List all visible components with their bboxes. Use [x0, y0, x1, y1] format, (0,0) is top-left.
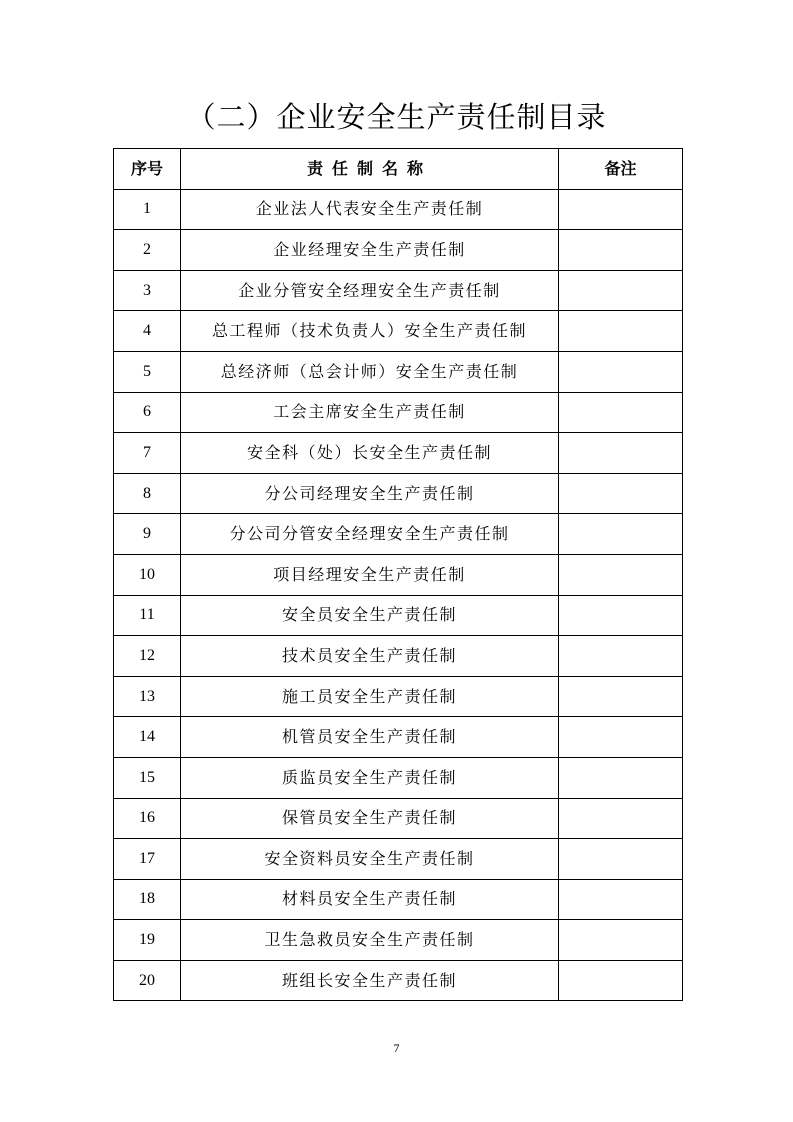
row-number: 11	[114, 595, 181, 636]
responsibility-name: 项目经理安全生产责任制	[181, 554, 559, 595]
page-number: 7	[393, 1041, 400, 1055]
table-row	[114, 554, 683, 595]
header-name: 责任制名称	[181, 149, 559, 190]
row-number: 2	[114, 230, 181, 271]
remark-cell	[559, 717, 683, 758]
responsibility-name: 班组长安全生产责任制	[181, 960, 559, 1001]
remark-cell	[559, 189, 683, 230]
page-title: （二）企业安全生产责任制目录	[186, 100, 607, 134]
row-number: 9	[114, 514, 181, 555]
responsibility-name: 总经济师（总会计师）安全生产责任制	[181, 351, 559, 392]
table-row	[114, 433, 683, 474]
remark-cell	[559, 554, 683, 595]
table-row	[114, 839, 683, 880]
row-number: 16	[114, 798, 181, 839]
remark-cell	[559, 879, 683, 920]
responsibility-name: 安全资料员安全生产责任制	[181, 839, 559, 880]
responsibility-name: 保管员安全生产责任制	[181, 798, 559, 839]
remark-cell	[559, 798, 683, 839]
remark-cell	[559, 270, 683, 311]
table-row	[114, 757, 683, 798]
responsibility-name: 安全员安全生产责任制	[181, 595, 559, 636]
responsibility-name: 企业经理安全生产责任制	[181, 230, 559, 271]
row-number: 5	[114, 351, 181, 392]
responsibility-name: 卫生急救员安全生产责任制	[181, 920, 559, 961]
table-row	[114, 473, 683, 514]
remark-cell	[559, 595, 683, 636]
row-number: 12	[114, 636, 181, 677]
remark-cell	[559, 514, 683, 555]
row-number: 1	[114, 189, 181, 230]
header-no: 序号	[114, 149, 181, 190]
table-row	[114, 636, 683, 677]
responsibility-name: 分公司经理安全生产责任制	[181, 473, 559, 514]
remark-cell	[559, 960, 683, 1001]
table-row	[114, 392, 683, 433]
table-row	[114, 514, 683, 555]
table-row	[114, 595, 683, 636]
table-row	[114, 189, 683, 230]
row-number: 15	[114, 757, 181, 798]
remark-cell	[559, 920, 683, 961]
row-number: 13	[114, 676, 181, 717]
table-row	[114, 920, 683, 961]
table-row	[114, 879, 683, 920]
table-row	[114, 717, 683, 758]
responsibility-catalog-table	[113, 148, 683, 1001]
table-header-row	[114, 149, 683, 190]
table-body	[114, 189, 683, 1001]
table-row	[114, 676, 683, 717]
responsibility-name: 安全科（处）长安全生产责任制	[181, 433, 559, 474]
row-number: 17	[114, 839, 181, 880]
remark-cell	[559, 311, 683, 352]
responsibility-name: 工会主席安全生产责任制	[181, 392, 559, 433]
row-number: 10	[114, 554, 181, 595]
table-row	[114, 311, 683, 352]
row-number: 8	[114, 473, 181, 514]
remark-cell	[559, 473, 683, 514]
table-row	[114, 351, 683, 392]
row-number: 19	[114, 920, 181, 961]
row-number: 20	[114, 960, 181, 1001]
responsibility-name: 企业分管安全经理安全生产责任制	[181, 270, 559, 311]
table-row	[114, 960, 683, 1001]
remark-cell	[559, 433, 683, 474]
row-number: 3	[114, 270, 181, 311]
row-number: 4	[114, 311, 181, 352]
responsibility-name: 技术员安全生产责任制	[181, 636, 559, 677]
header-remark: 备注	[559, 149, 683, 190]
row-number: 14	[114, 717, 181, 758]
remark-cell	[559, 676, 683, 717]
remark-cell	[559, 230, 683, 271]
responsibility-name: 机管员安全生产责任制	[181, 717, 559, 758]
remark-cell	[559, 636, 683, 677]
remark-cell	[559, 757, 683, 798]
responsibility-name: 总工程师（技术负责人）安全生产责任制	[181, 311, 559, 352]
table-row	[114, 270, 683, 311]
row-number: 6	[114, 392, 181, 433]
table-row	[114, 798, 683, 839]
remark-cell	[559, 351, 683, 392]
responsibility-name: 质监员安全生产责任制	[181, 757, 559, 798]
row-number: 18	[114, 879, 181, 920]
responsibility-name: 施工员安全生产责任制	[181, 676, 559, 717]
responsibility-name: 企业法人代表安全生产责任制	[181, 189, 559, 230]
remark-cell	[559, 839, 683, 880]
responsibility-name: 分公司分管安全经理安全生产责任制	[181, 514, 559, 555]
remark-cell	[559, 392, 683, 433]
table-row	[114, 230, 683, 271]
responsibility-name: 材料员安全生产责任制	[181, 879, 559, 920]
row-number: 7	[114, 433, 181, 474]
